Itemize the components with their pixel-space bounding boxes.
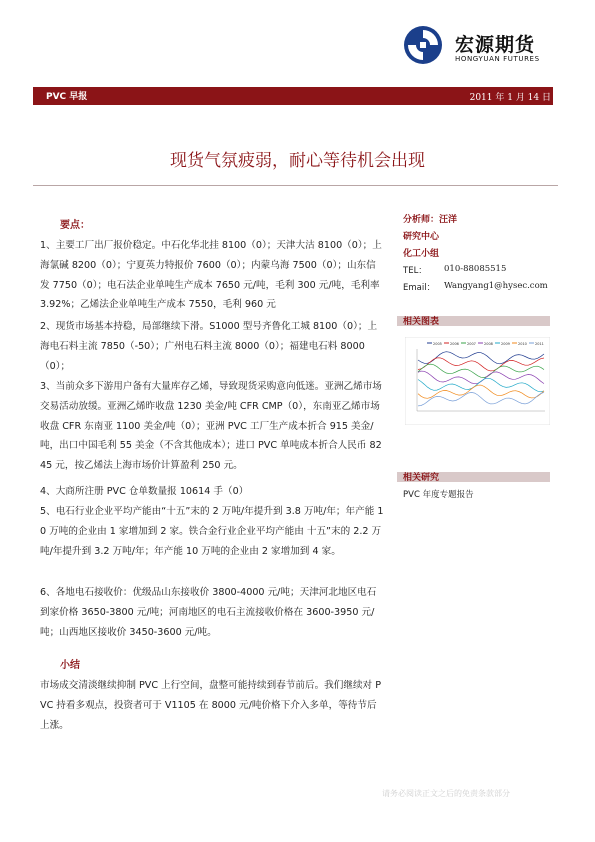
legend-label-2011: 2011: [535, 342, 544, 346]
related-chart: [405, 337, 550, 425]
legend-label-2005: 2005: [433, 342, 442, 346]
summary-heading: 小结: [60, 660, 80, 671]
email-label: Email：: [403, 283, 436, 293]
department-research: 研究中心: [403, 232, 440, 242]
tel-value: 010-88085515: [444, 264, 507, 274]
page-title: 现货气氛疲弱，耐心等待机会出现: [170, 151, 425, 171]
keypoint-paragraph-5: 5、电石行业企业平均产能由“十五”末的 2 万吨/年提升到 3.8 万吨/年；年产能 10 万吨的企业由 1 家增加到 2 家。铁合金行业企业平均产能由 十五”末的 2.2 万吨/年提升到 3.2 万吨/年；年产能 10 万吨的企业由 2 家增加到 4 家。: [40, 506, 384, 557]
keypoint-paragraph-3: 3、当前众多下游用户备有大量库存乙烯，导致现货采购意向低迷。亚洲乙烯市场交易活动放缓。亚洲乙烯昨收盘 1230 美金/吨 CFR CMP（0），东南亚乙烯市场收盘 CFR 东南亚 1100 美金/吨（0）；亚洲 PVC 工厂生产成本折合 915 美金/吨，出口中国毛利 55 美金（不含其他成本）；进口 PVC 单吨成本折合人民币 8245 元，按乙烯法上海市场价计算盈利 250 元。: [40, 381, 382, 472]
title-divider: [33, 185, 558, 186]
report-type: PVC 早报: [46, 92, 88, 102]
legend-label-2010: 2010: [518, 342, 527, 346]
disclaimer-note: 请务必阅读正文之后的免责条款部分: [382, 789, 510, 798]
research-heading: 相关研究: [403, 473, 440, 483]
summary-paragraph: 市场成交清淡继续抑制 PVC 上行空间，盘整可能持续到春节前后。我们继续对 PVC 持看多观点，投资者可于 V1105 在 8000 元/吨价格下介入多单，等待节后上涨。: [40, 680, 381, 731]
chart-heading: 相关图表: [403, 317, 440, 327]
tel-label: TEL：: [403, 266, 427, 276]
legend-label-2006: 2006: [450, 342, 459, 346]
department-chemical: 化工小组: [403, 249, 440, 259]
keypoint-paragraph-4: 4、大商所注册 PVC 仓单数量报 10614 手（0）: [40, 486, 249, 497]
email-link[interactable]: Wangyang1@hysec.com: [444, 281, 548, 291]
keypoints-heading: 要点：: [60, 220, 90, 231]
legend-label-2007: 2007: [467, 342, 476, 346]
brand-logo-icon: [403, 25, 443, 65]
brand-name-cn: 宏源期货: [455, 34, 536, 56]
analyst-name: 分析师：汪洋: [403, 215, 458, 225]
keypoint-paragraph-2: 2、现货市场基本持稳，局部继续下滑。S1000 型号齐鲁化工城 8100（0）；上海电石料主流 7850（-50）；广州电石料主流 8000（0）；福建电石料 8000（0）；: [40, 321, 378, 372]
research-item-link[interactable]: PVC 年度专题报告: [403, 490, 474, 500]
keypoint-paragraph-6: 6、各地电石接收价：优级品山东接收价 3800-4000 元/吨；天津河北地区电石到家价格 3650-3800 元/吨；河南地区的电石主流接收价格在 3600-3950 元/吨；山西地区接收价 3450-3600 元/吨。: [40, 587, 377, 638]
legend-label-2009: 2009: [501, 342, 510, 346]
legend-label-2008: 2008: [484, 342, 493, 346]
keypoint-paragraph-1: 1、主要工厂出厂报价稳定。中石化华北挂 8100（0）；天津大沽 8100（0）；上海氯碱 8200（0）；宁夏英力特报价 7600（0）；内蒙乌海 7500（0）；山东信发 7750（0）；电石法企业单吨生产成本 7650 元/吨，毛利 300 元/吨，毛利率 3.92%；乙烯法企业单吨生产成本 7550，毛利 960 元: [40, 240, 382, 311]
report-date: 2011 年 1 月 14 日: [469, 93, 551, 103]
brand-name-en: HONGYUAN FUTURES: [455, 55, 540, 63]
